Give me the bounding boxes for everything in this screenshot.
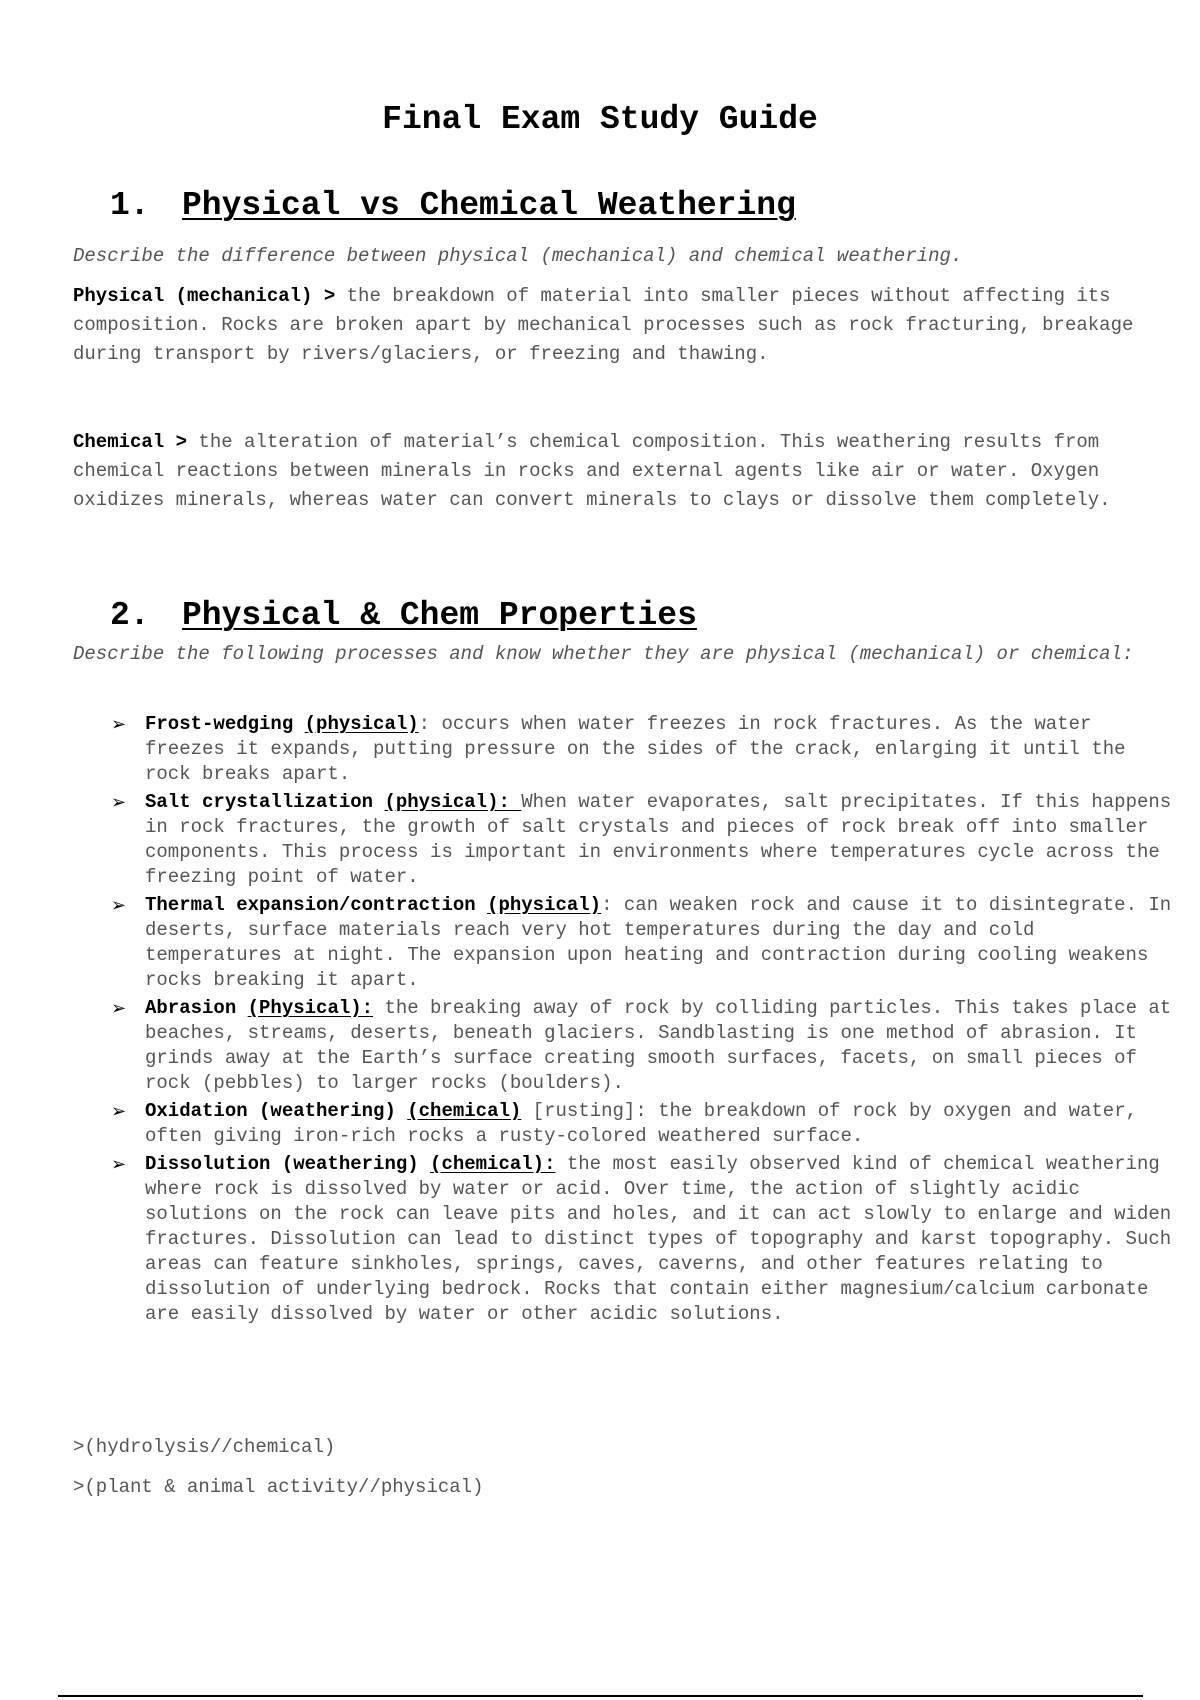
process-type-tag: (physical)	[304, 713, 419, 735]
arrow-bullet-icon: ➢	[111, 895, 127, 916]
process-item-oxidation	[105, 1099, 1180, 1149]
process-description: occurs when water freezes in rock fractures. As the water freezes it expands, putting pressure on the sides of the crack, enlarging it until the rock breaks apart.	[145, 713, 1126, 785]
process-type-tag: (chemical)	[407, 1100, 522, 1122]
section-1-heading	[110, 186, 796, 226]
section-2-number: 2.	[110, 597, 150, 634]
process-item-thermal-expansion	[105, 893, 1180, 993]
section-2-prompt: Describe the following processes and know whether they are physical (mechanical) or chemical:	[73, 643, 1134, 665]
arrow-bullet-icon: ➢	[111, 714, 127, 735]
process-type-tag: (chemical):	[430, 1153, 556, 1175]
note-plant-animal-activity: >(plant & animal activity//physical)	[73, 1476, 484, 1498]
note-hydrolysis: >(hydrolysis//chemical)	[73, 1436, 336, 1458]
process-term: Thermal expansion/contraction	[145, 894, 488, 916]
process-list	[105, 712, 1180, 1330]
arrow-bullet-icon: ➢	[111, 998, 127, 1019]
footer-divider	[58, 1695, 1143, 1697]
process-bracket-note: [rusting]	[521, 1100, 636, 1122]
chemical-text: the alteration of material’s chemical composition. This weathering results from chemical reactions between minerals in rocks and external agents like air or water. Oxygen oxidizes minerals, whereas water can convert minerals to clays or dissolve them completely.	[73, 431, 1111, 511]
process-type-tag: (Physical):	[247, 997, 374, 1019]
process-term: Salt crystallization	[145, 791, 385, 813]
process-colon: :	[418, 713, 431, 735]
process-term: Oxidation (weathering)	[145, 1100, 408, 1122]
arrow-bullet-icon: ➢	[111, 1154, 127, 1175]
process-type-tag: (physical):	[384, 791, 510, 813]
physical-text: the breakdown of material into smaller pieces without affecting its composition. Rocks are broken apart by mechanical processes such as rock fracturing, breakage during transport by rivers/glaciers, or freezing and thawing.	[73, 285, 1134, 365]
physical-definition	[73, 282, 1163, 369]
section-1-number: 1.	[110, 187, 150, 224]
process-item-salt-crystallization	[105, 790, 1180, 890]
process-term: Frost-wedging	[145, 713, 305, 735]
process-type-tag: (physical)	[487, 894, 602, 916]
document-title: Final Exam Study Guide	[382, 101, 818, 138]
physical-term: Physical (mechanical) >	[73, 285, 336, 307]
process-description: : the breakdown of rock by oxygen and water, often giving iron-rich rocks a rusty-colored weathered surface.	[145, 1100, 1137, 1147]
arrow-bullet-icon: ➢	[111, 792, 127, 813]
process-item-frost-wedging	[105, 712, 1180, 787]
process-description: When water evaporates, salt precipitates. If this happens in rock fractures, the growth of salt crystals and pieces of rock break off into smaller components. This process is important in environments where temperatures cycle across the freezing point of water.	[145, 791, 1172, 888]
section-1-prompt: Describe the difference between physical (mechanical) and chemical weathering.	[73, 245, 963, 267]
process-description: can weaken rock and cause it to disintegrate. In deserts, surface materials reach very hot temperatures during the day and cold temperatures at night. The expansion upon heating and contraction during cooling weakens rocks breaking it apart.	[145, 894, 1172, 991]
process-colon: :	[601, 894, 613, 916]
section-2-heading	[110, 596, 697, 636]
process-description: the most easily observed kind of chemical weathering where rock is dissolved by water or acid. Over time, the action of slightly acidic solutions on the rock can leave pits and holes, and it can act slowly to enlarge and widen fractures. Dissolution can lead to distinct types of topography and karst topography. Such areas can feature sinkholes, springs, caves, caverns, and other features relating to dissolution of underlying bedrock. Rocks that contain either magnesium/calcium carbonate are easily dissolved by water or other acidic solutions.	[145, 1153, 1172, 1325]
arrow-bullet-icon: ➢	[111, 1101, 127, 1122]
process-term: Dissolution (weathering)	[145, 1153, 431, 1175]
process-term: Abrasion	[145, 997, 248, 1019]
process-item-abrasion	[105, 996, 1180, 1096]
process-description: the breaking away of rock by colliding particles. This takes place at beaches, streams, deserts, beneath glaciers. Sandblasting is one method of abrasion. It grinds away at the Earth’s surface creating smooth surfaces, facets, on small pieces of rock (pebbles) to larger rocks (boulders).	[145, 997, 1172, 1094]
section-2-title: Physical & Chem Properties	[182, 597, 697, 634]
process-colon	[510, 791, 521, 813]
chemical-term: Chemical >	[73, 431, 188, 453]
section-1-title: Physical vs Chemical Weathering	[182, 187, 796, 224]
process-item-dissolution	[105, 1152, 1180, 1327]
chemical-definition	[73, 428, 1163, 515]
